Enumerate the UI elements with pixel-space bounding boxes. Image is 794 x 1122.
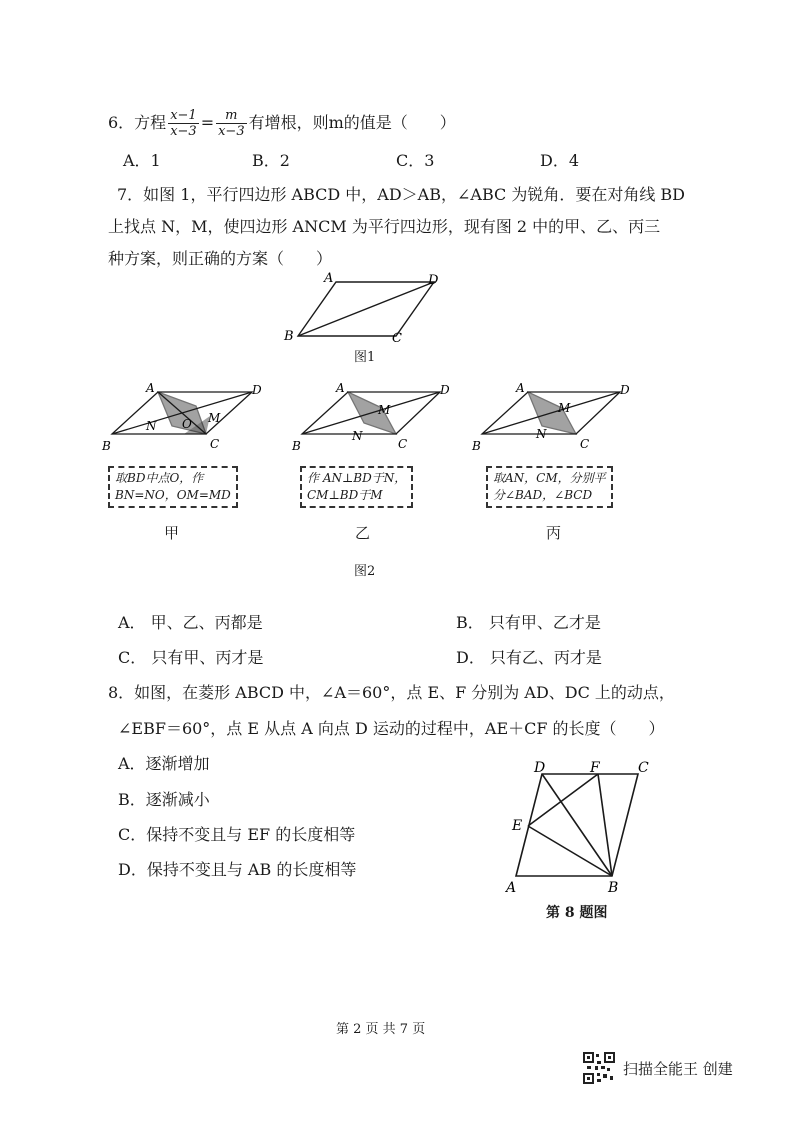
fig2-caption: 图2 — [354, 564, 376, 579]
q7-option-d[interactable]: D． 只有乙、丙才是 — [456, 648, 602, 667]
bing-label-b: B — [472, 439, 481, 453]
scheme-jia-figure — [100, 380, 270, 460]
q6-fraction-right: $\frac{m}{x-3}$ — [218, 108, 245, 139]
jia-label-o: O — [182, 417, 192, 431]
q8-label-f: F — [590, 760, 600, 776]
yi-label-d: D — [440, 383, 450, 397]
q6-option-d[interactable]: D．4 — [540, 151, 580, 170]
q6-option-a[interactable]: A．1 — [123, 151, 161, 170]
fig1-label-d: D — [428, 273, 439, 288]
fig1-label-b: B — [284, 329, 294, 344]
q8-option-d[interactable]: D．保持不变且与 AB 的长度相等 — [118, 860, 357, 879]
q8-figure — [500, 752, 665, 894]
yi-label-m: M — [378, 403, 391, 417]
page-number: 第 2 页 共 7 页 — [336, 1022, 426, 1037]
scanner-watermark: 扫描全能王 创建 — [623, 1060, 733, 1078]
q8-line-ef — [528, 774, 598, 826]
jia-label-d: D — [252, 383, 262, 397]
bing-label-m: M — [558, 401, 571, 415]
scheme-jia-box: 取BD中点O，作 BN=NO，OM=MD — [108, 466, 238, 508]
bing-label-n: N — [536, 427, 547, 441]
fig1-caption: 图1 — [354, 350, 376, 365]
q6-option-b[interactable]: B．2 — [252, 151, 290, 170]
scheme-yi-box: 作 AN⊥BD于N， CM⊥BD于M — [300, 466, 413, 508]
yi-label-b: B — [292, 439, 301, 453]
jia-label-n: N — [146, 419, 157, 433]
q7-line-1: 7．如图 1，平行四边形 ABCD 中，AD＞AB，∠ABC 为锐角．要在对角线 BD — [117, 185, 686, 204]
q8-label-d: D — [534, 760, 546, 776]
jia-label-b: B — [102, 439, 111, 453]
yi-label-a: A — [336, 381, 345, 395]
jia-label-a: A — [146, 381, 155, 395]
q8-label-a: A — [506, 880, 517, 894]
scheme-yi-figure — [290, 380, 460, 460]
jia-label-m: M — [208, 411, 221, 425]
q7-option-a[interactable]: A． 甲、乙、丙都是 — [118, 613, 263, 632]
fig1-label-c: C — [392, 331, 402, 346]
q8-label-b: B — [608, 880, 619, 894]
q8-line-be — [528, 826, 612, 876]
q6-option-c[interactable]: C．3 — [396, 151, 435, 170]
q7-line-3: 种方案，则正确的方案（ ） — [108, 249, 333, 268]
yi-label-c: C — [398, 437, 408, 451]
scheme-yi-name: 乙 — [355, 524, 371, 542]
q7-option-b[interactable]: B． 只有甲、乙才是 — [456, 613, 601, 632]
scheme-jia-name: 甲 — [164, 524, 180, 542]
q8-option-a[interactable]: A．逐渐增加 — [118, 754, 210, 773]
q7-line-2: 上找点 N，M，使四边形 ANCM 为平行四边形，现有图 2 中的甲、乙、丙三 — [108, 217, 661, 236]
q6-prefix: 6．方程 — [108, 113, 167, 132]
bing-label-c: C — [580, 437, 590, 451]
q8-line-1: 8．如图，在菱形 ABCD 中，∠A＝60°，点 E、F 分别为 AD、DC 上的动点， — [108, 683, 675, 702]
q8-option-c[interactable]: C．保持不变且与 EF 的长度相等 — [118, 825, 356, 844]
scheme-bing-name: 丙 — [546, 524, 562, 542]
q6-suffix: 有增根，则m的值是（ ） — [248, 113, 456, 132]
qr-code-icon — [583, 1052, 615, 1084]
q7-option-c[interactable]: C． 只有甲、丙才是 — [118, 648, 264, 667]
yi-label-n: N — [352, 429, 363, 443]
q6-stem: 6．方程 $\frac{x-1}{x-3}$ = $\frac{m}{x-3}$ 有增根，则m的值是（ ） — [108, 108, 456, 139]
q8-label-e: E — [512, 818, 523, 834]
bing-label-a: A — [516, 381, 525, 395]
q8-figure-caption: 第 8 题图 — [546, 905, 608, 921]
q8-label-c: C — [638, 760, 649, 776]
q6-fraction-left: $\frac{x-1}{x-3}$ — [170, 108, 197, 139]
q8-option-b[interactable]: B．逐渐减小 — [118, 790, 210, 809]
bing-label-d: D — [620, 383, 630, 397]
fig1-diagonal-bd — [298, 282, 434, 336]
fig1-label-a: A — [324, 272, 334, 286]
scheme-bing-box: 取AN，CM，分别平 分∠BAD，∠BCD — [486, 466, 613, 508]
q8-line-2: ∠EBF＝60°，点 E 从点 A 向点 D 运动的过程中，AE＋CF 的长度（ ） — [118, 719, 665, 738]
jia-label-c: C — [210, 437, 220, 451]
q8-line-bf — [598, 774, 612, 876]
scheme-bing-figure — [470, 380, 640, 460]
